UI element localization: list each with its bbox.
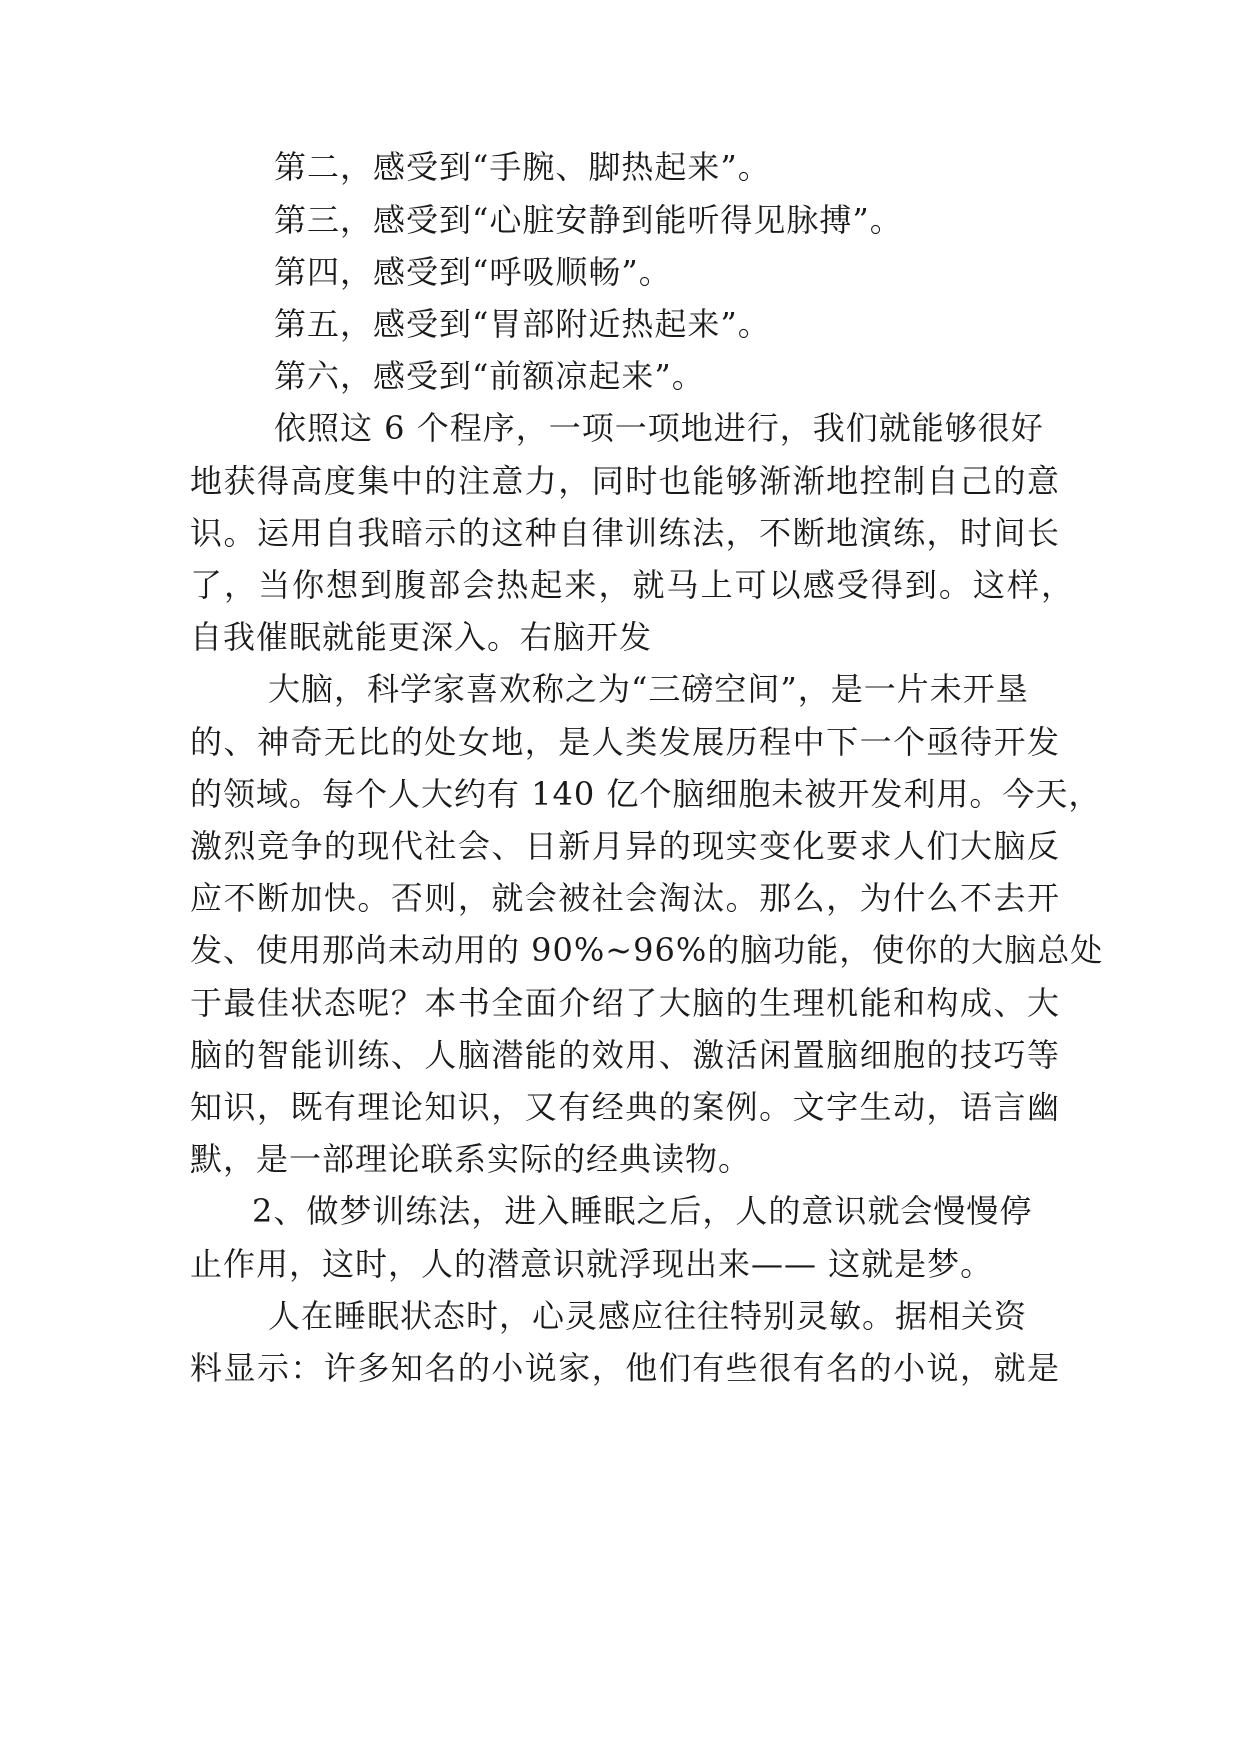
text-line: 知识，既有理论知识，又有经典的案例。文字生动，语言幽 bbox=[190, 1088, 1060, 1126]
text-line: 第二，感受到“手腕、脚热起来”。 bbox=[274, 148, 771, 186]
text-line: 地获得高度集中的注意力，同时也能够渐渐地控制自己的意 bbox=[190, 462, 1060, 500]
text-line: 第三，感受到“心脏安静到能听得见脉搏”。 bbox=[274, 201, 903, 239]
text-line: 第六，感受到“前额凉起来”。 bbox=[274, 357, 705, 395]
text-line: 于最佳状态呢？本书全面介绍了大脑的生理机能和构成、大 bbox=[190, 984, 1060, 1022]
text-line: 的领域。每个人大约有 140 亿个脑细胞未被开发利用。今天， bbox=[190, 775, 1102, 813]
text-line: 默，是一部理论联系实际的经典读物。 bbox=[190, 1140, 752, 1178]
text-line: 应不断加快。否则，就会被社会淘汰。那么，为什么不去开 bbox=[190, 879, 1060, 917]
text-line: 脑的智能训练、人脑潜能的效用、激活闲置脑细胞的技巧等 bbox=[190, 1036, 1060, 1074]
text-line: 发、使用那尚未动用的 90%~96%的脑功能，使你的大脑总处 bbox=[190, 931, 1104, 969]
text-line: 自我催眠就能更深入。右脑开发 bbox=[190, 618, 653, 656]
text-line: 人在睡眠状态时，心灵感应往往特别灵敏。据相关资 bbox=[268, 1297, 1028, 1335]
text-line: 了，当你想到腹部会热起来，就马上可以感受得到。这样， bbox=[190, 566, 1074, 604]
text-line: 止作用，这时，人的潜意识就浮现出来—— 这就是梦。 bbox=[190, 1245, 994, 1283]
text-line: 的、神奇无比的处女地，是人类发展历程中下一个亟待开发 bbox=[190, 723, 1060, 761]
text-line: 识。运用自我暗示的这种自律训练法，不断地演练，时间长 bbox=[190, 514, 1060, 552]
text-line: 2、做梦训练法，进入睡眠之后，人的意识就会慢慢停 bbox=[252, 1192, 1033, 1230]
text-line: 料显示：许多知名的小说家，他们有些很有名的小说，就是 bbox=[190, 1349, 1060, 1387]
text-line: 依照这 6 个程序，一项一项地进行，我们就能够很好 bbox=[274, 409, 1044, 447]
text-line: 第五，感受到“胃部附近热起来”。 bbox=[274, 305, 771, 343]
text-line: 大脑，科学家喜欢称之为“三磅空间”，是一片未开垦 bbox=[268, 670, 1029, 708]
text-line: 第四，感受到“呼吸顺畅”。 bbox=[274, 253, 672, 291]
text-line: 激烈竞争的现代社会、日新月异的现实变化要求人们大脑反 bbox=[190, 827, 1060, 865]
